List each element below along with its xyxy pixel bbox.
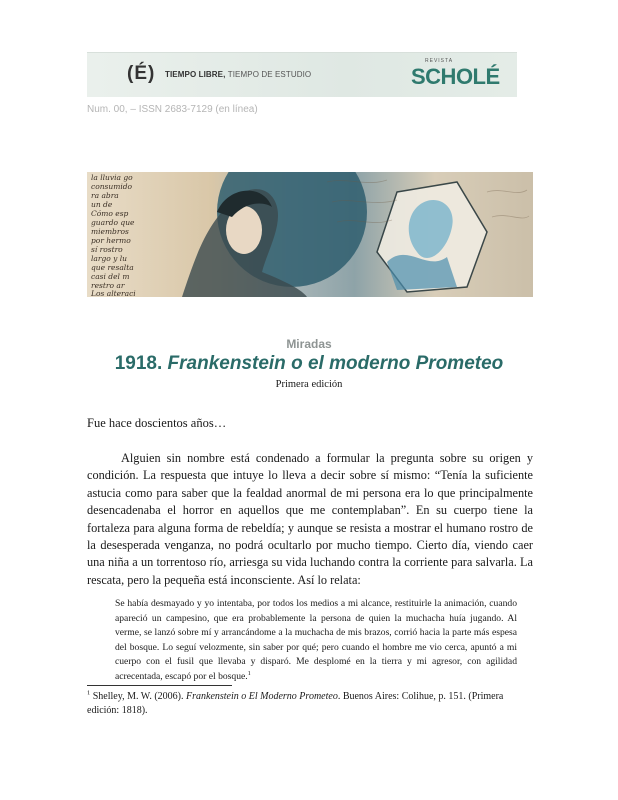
creature-body-shape bbox=[387, 255, 457, 290]
journal-banner bbox=[87, 52, 517, 97]
tagline-light: TIEMPO DE ESTUDIO bbox=[227, 70, 312, 79]
issn-line: Num. 00, – ISSN 2683-7129 (en línea) bbox=[87, 104, 258, 115]
handwriting-line: Cómo esp bbox=[91, 209, 129, 218]
journal-prefix: REVISTA bbox=[425, 58, 454, 64]
journal-tagline bbox=[165, 70, 311, 79]
handwriting-line: miembros bbox=[91, 227, 129, 236]
handwriting-line: casi del m bbox=[91, 272, 130, 281]
section-label: Miradas bbox=[286, 337, 332, 351]
handwriting-line: guardo que bbox=[91, 218, 135, 227]
title-year: 1918. bbox=[114, 353, 168, 374]
illustration-svg bbox=[87, 172, 533, 297]
footnote-divider bbox=[87, 685, 232, 686]
handwriting-line: largo y lu bbox=[91, 254, 128, 263]
opening-line: Fue hace doscientos años… bbox=[87, 416, 227, 430]
handwriting-line: un de bbox=[91, 200, 113, 209]
handwriting-line: Los alteraci bbox=[91, 289, 136, 297]
quote-text: Se había desmayado y yo intentaba, por todos los medios a mi alcance, restituirle la animación, cuando apareció un campesino, que era probablemente la persona de quien la muchacha huía jugando. Al verme, se lanzó sobre mí y arrancándome a la muchacha de mis brazos, corrió hacia la parte más espesa del bosque. Lo seguí velozmente, sin saber por qué; pero cuando el hombre me vio cerca, apuntó a mi cuerpo con el fusil que llevaba y disparó. Me desplomé en la tierra y mi agresor, con agilidad acrecentada, escapó por el bosque. bbox=[115, 598, 517, 682]
handwriting-line: que resalta bbox=[91, 263, 134, 272]
handwriting-line: restro ar bbox=[91, 281, 125, 290]
article-subtitle: Primera edición bbox=[275, 379, 343, 390]
handwriting-line: consumido bbox=[91, 182, 133, 191]
journal-name: SCHOLÉ bbox=[411, 64, 500, 89]
tagline-bold: TIEMPO LIBRE, bbox=[165, 70, 226, 79]
handwriting-line: por hermo bbox=[91, 236, 131, 245]
handwriting-line: la lluvia go bbox=[91, 173, 133, 182]
title-work: Frankenstein o el moderno Prometeo bbox=[167, 353, 504, 374]
illustration-handwriting bbox=[90, 173, 136, 297]
footnote-number: 1 bbox=[87, 689, 91, 697]
body-paragraph: Alguien sin nombre está condenado a formular la pregunta sobre su origen y condición. La respuesta que intuye lo lleva a decir sobre sí mismo: “Tenía la suficiente astucia como para saber que la fealdad anormal de mi persona era lo que principalmente desencadenaba el horror en aquellos que me contemplaban”. En su cuerpo tiene la fortaleza para alguna forma de rebeldía; y aunque se resista a mostrar el humano rostro de la desesperada venganza, no podrá ocultarlo por mucho tiempo. Cierto día, viendo caer una niña a un torrentoso río, arriesga su vida luchando contra la corriente para salvarla. La rescata, pero la pequeña está inconsciente. Así lo relata: bbox=[87, 451, 533, 587]
handwriting-line: ra abra bbox=[91, 191, 119, 200]
journal-logo-mark: (É) bbox=[127, 63, 156, 84]
handwriting-line: sí rostro bbox=[91, 245, 123, 254]
footnote-author: Shelley, M. W. (2006). bbox=[92, 691, 186, 702]
footnote-book-title: Frankenstein o El Moderno Prometeo bbox=[186, 691, 338, 702]
header-illustration bbox=[87, 172, 533, 297]
footnote bbox=[87, 690, 517, 717]
footnote-rest: . Buenos Aires: Colihue, p. 151. (Primera edición: 1818). bbox=[87, 691, 504, 716]
article-title bbox=[0, 353, 618, 375]
footnote-reference[interactable]: 1 bbox=[247, 669, 251, 677]
block-quote bbox=[115, 597, 517, 684]
